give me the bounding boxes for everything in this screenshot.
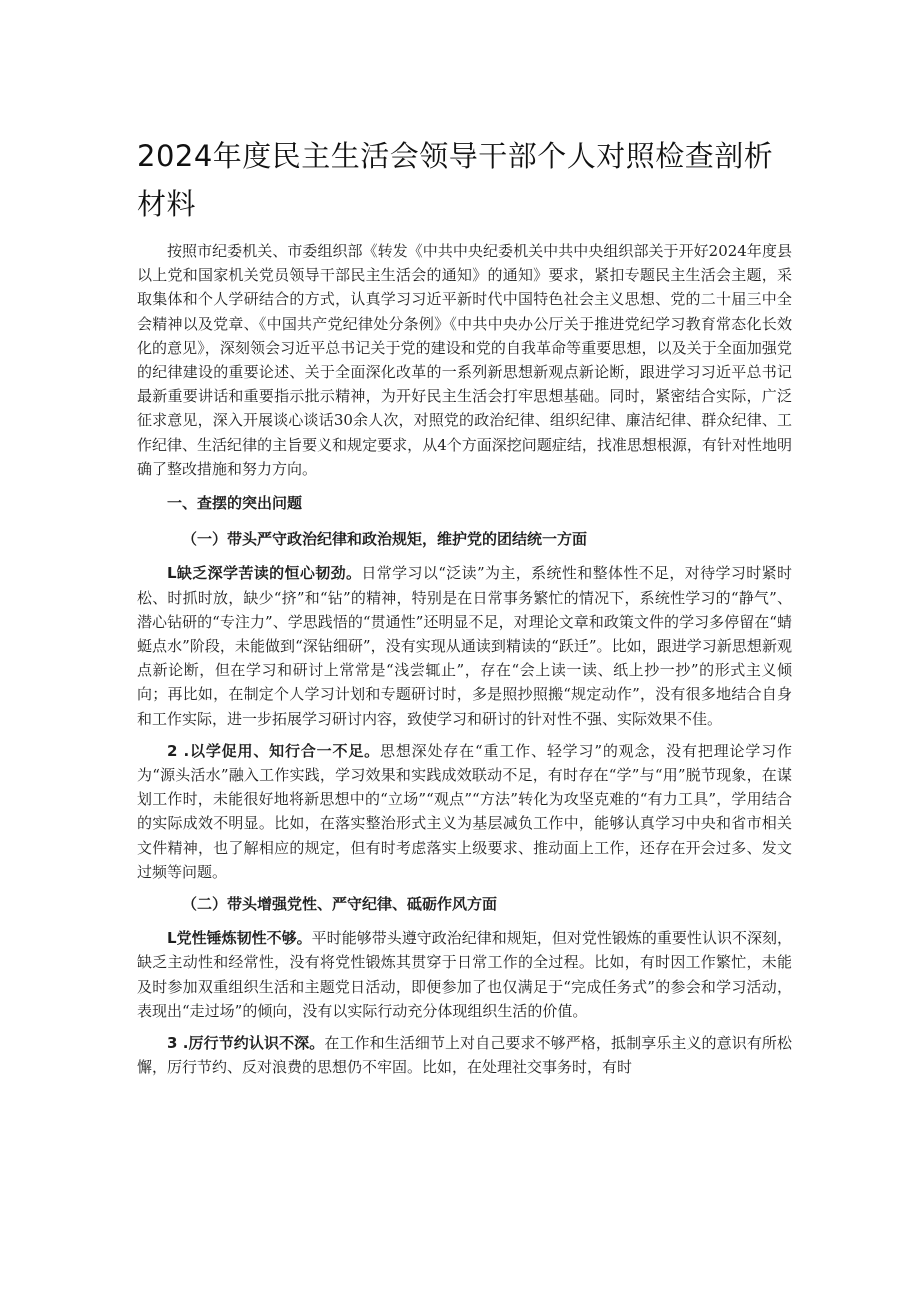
problem-item-4 bbox=[137, 1031, 792, 1079]
problem-item-3-text: 平时能够带头遵守政治纪律和规矩，但对党性锻炼的重要性认识不深刻，缺乏主动性和经常性，没有将党性锻炼其贯穿于日常工作的全过程。比如，有时因工作繁忙，未能及时参加双重组织生活和主题党日活动，即便参加了也仅满足于“完成任务式”的参会和学习活动，表现出“走过场”的倾向，没有以实际行动充分体现组织生活的价值。 bbox=[137, 929, 792, 1020]
intro-paragraph: 按照市纪委机关、市委组织部《转发《中共中央纪委机关中共中央组织部关于开好2024年度县以上党和国家机关党员领导干部民主生活会的通知》的通知》要求，紧扣专题民主生活会主题，采取集体和个人学研结合的方式，认真学习习近平新时代中国特色社会主义思想、党的二十届三中全会精神以及党章、《中国共产党纪律处分条例》《中共中央办公厅关于推进党纪学习教育常态化长效化的意见》，深刻领会习近平总书记关于党的建设和党的自我革命等重要思想，以及关于全面加强党的纪律建设的重要论述、关于全面深化改革的一系列新思想新观点新论断，跟进学习习近平总书记最新重要讲话和重要指示批示精神，为开好民主生活会打牢思想基础。同时，紧密结合实际，广泛征求意见，深入开展谈心谈话30余人次，对照党的政治纪律、组织纪律、廉洁纪律、群众纪律、工作纪律、生活纪律的主旨要义和规定要求，从4个方面深挖问题症结，找准思想根源，有针对性地明确了整改措施和努力方向。 bbox=[137, 242, 792, 478]
problem-item-3 bbox=[137, 926, 792, 1023]
problem-item-1-label: L缺乏深学苦读的恒心韧劲。 bbox=[167, 564, 362, 583]
subsection-heading-political-discipline: （一）带头严守政治纪律和政治规矩，维护党的团结统一方面 bbox=[182, 530, 588, 549]
subsection-heading-party-spirit: （二）带头增强党性、严守纪律、砥砺作风方面 bbox=[182, 895, 498, 914]
problem-item-3-label: L党性锤炼韧性不够。 bbox=[167, 929, 312, 948]
problem-item-1 bbox=[137, 561, 792, 730]
document-title: 2024年度民主生活会领导干部个人对照检查剖析材料 bbox=[137, 139, 774, 221]
section-heading-problems: 一、查摆的突出问题 bbox=[167, 494, 303, 513]
document-body bbox=[137, 239, 792, 1088]
problem-item-4-text: 在工作和生活细节上对自己要求不够严格，抵制享乐主义的意识有所松懈，厉行节约、反对浪费的思想仍不牢固。比如，在处理社交事务时，有时 bbox=[137, 1034, 792, 1077]
problem-item-2 bbox=[137, 739, 792, 884]
problem-item-1-text: 日常学习以“泛读”为主，系统性和整体性不足，对待学习时紧时松、时抓时放，缺少“挤”和“钻”的精神，特别是在日常事务繁忙的情况下，系统性学习的“静气”、潜心钻研的“专注力”、学思践悟的“贯通性”还明显不足，对理论文章和政策文件的学习多停留在“蜻蜓点水”阶段，未能做到“深钻细研”，没有实现从通读到精读的“跃迁”。比如，跟进学习新思想新观点新论断，但在学习和研讨上常常是“浅尝辄止”，存在“会上读一读、纸上抄一抄”的形式主义倾向；再比如，在制定个人学习计划和专题研讨时，多是照抄照搬“规定动作”，没有很多地结合自身和工作实际，进一步拓展学习研讨内容，致使学习和研讨的针对性不强、实际效果不佳。 bbox=[137, 564, 793, 728]
problem-item-2-text: 思想深处存在“重工作、轻学习”的观念，没有把理论学习作为“源头活水”融入工作实践，学习效果和实践成效联动不足，有时存在“学”与“用”脱节现象，在谋划工作时，未能很好地将新思想中的“立场”“观点”“方法”转化为攻坚克难的“有力工具”，学用结合的实际成效不明显。比如，在落实整治形式主义为基层减负工作中，能够认真学习中央和省市相关文件精神，也了解相应的规定，但有时考虑落实上级要求、推动面上工作，还存在开会过多、发文过频等问题。 bbox=[137, 741, 792, 881]
problem-item-4-label: 3 .厉行节约认识不深。 bbox=[167, 1034, 325, 1053]
problem-item-2-label: 2 .以学促用、知行合一不足。 bbox=[167, 741, 381, 760]
